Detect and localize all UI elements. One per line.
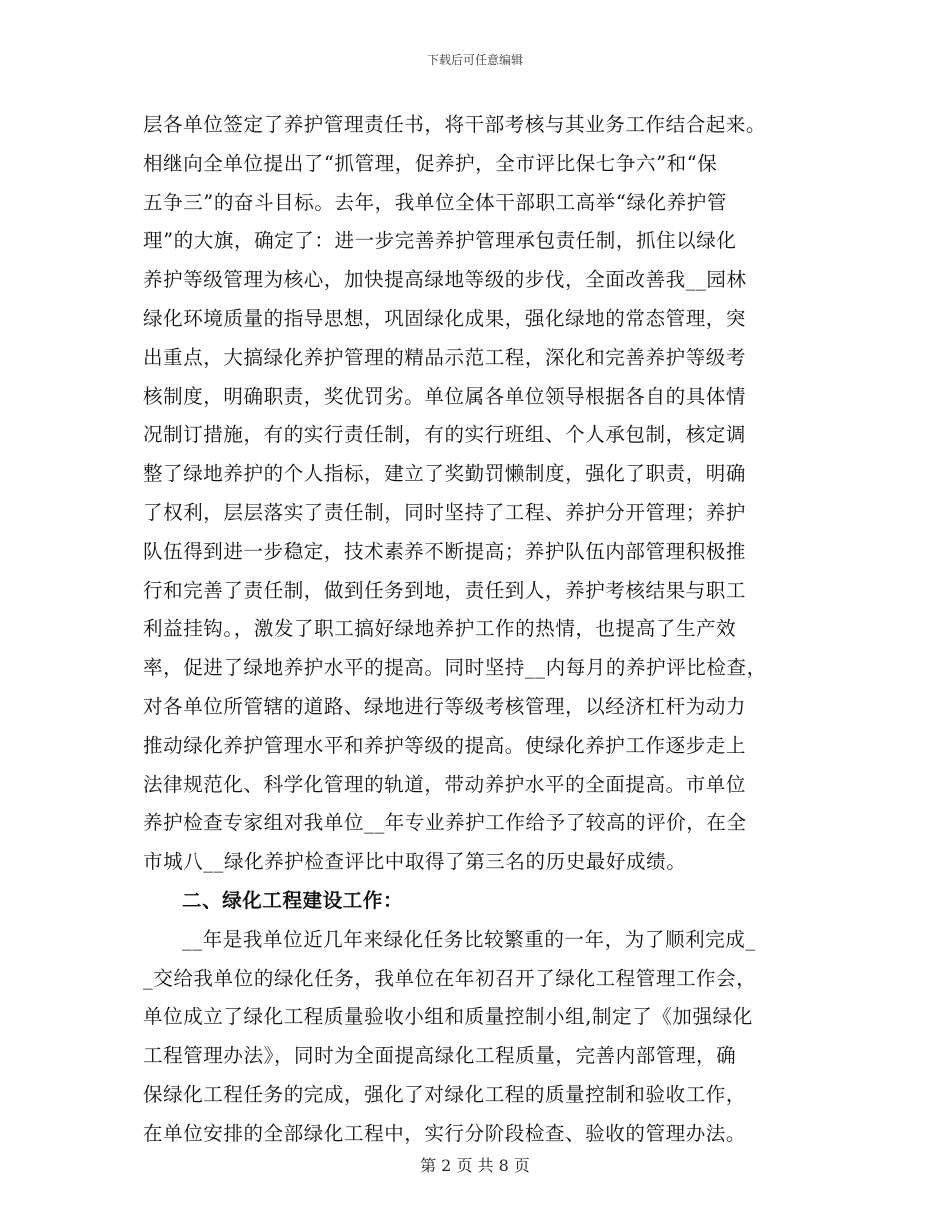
- section-heading: 二、绿化工程建设工作：: [182, 888, 404, 912]
- body-line: 层各单位签定了养护管理责任书，将干部考核与其业务工作结合起来。: [143, 113, 767, 136]
- section-paragraph-line: _交给我单位的绿化任务，我单位在年初召开了绿化工程管理工作会，: [143, 966, 757, 990]
- body-line: 养护检查专家组对我单位__年专业养护工作给予了较高的评价，在全: [143, 811, 747, 835]
- body-line: 绿化环境质量的指导思想，巩固绿化成果，强化绿地的常态管理，突: [143, 306, 747, 330]
- document-body: [143, 106, 823, 1154]
- body-line: 出重点，大搞绿化养护管理的精品示范工程，深化和完善养护等级考: [143, 345, 747, 369]
- section-paragraph-line: 在单位安排的全部绿化工程中，实行分阶段检查、验收的管理办法。: [143, 1121, 747, 1145]
- section-paragraph-line: 工程管理办法》，同时为全面提高绿化工程质量，完善内部管理，确: [143, 1044, 737, 1068]
- body-line: 市城八__绿化养护检查评比中取得了第三名的历史最好成绩。: [143, 850, 687, 874]
- body-line: 了权利，层层落实了责任制，同时坚持了工程、养护分开管理；养护: [143, 500, 747, 524]
- section-paragraph-line: 保绿化工程任务的完成，强化了对绿化工程的质量控制和验收工作，: [143, 1082, 747, 1106]
- body-line: 核制度，明确职责，奖优罚劣。单位属各单位领导根据各自的具体情: [143, 384, 747, 408]
- body-line: 率，促进了绿地养护水平的提高。同时坚持__内每月的养护评比检查，: [143, 656, 767, 680]
- body-line: 推动绿化养护管理水平和养护等级的提高。使绿化养护工作逐步走上: [143, 733, 747, 757]
- body-line: 五争三”的奋斗目标。去年，我单位全体干部职工高举“绿化养护管: [143, 190, 727, 214]
- body-line: 整了绿地养护的个人指标，建立了奖勤罚懒制度，强化了职责，明确: [143, 462, 747, 486]
- body-line: 行和完善了责任制，做到任务到地，责任到人，养护考核结果与职工: [143, 578, 747, 602]
- page-header: 下载后可任意编辑: [426, 53, 523, 67]
- body-line: 队伍得到进一步稳定，技术素养不断提高；养护队伍内部管理积极推: [143, 539, 747, 563]
- body-line: 养护等级管理为核心，加快提高绿地等级的步伐，全面改善我__园林: [143, 268, 747, 292]
- body-line: 利益挂钩。，激发了职工搞好绿地养护工作的热情，也提高了生产效: [143, 617, 737, 641]
- body-line: 相继向全单位提出了“抓管理，促养护，全市评比保七争六”和“保: [143, 151, 718, 175]
- section-paragraph-line: 单位成立了绿化工程质量验收小组和质量控制小组,制定了《加强绿化: [143, 1005, 753, 1029]
- section-paragraph-line: __年是我单位近几年来绿化任务比较繁重的一年，为了顺利完成_: [182, 927, 756, 951]
- body-line: 法律规范化、科学化管理的轨道，带动养护水平的全面提高。市单位: [143, 772, 747, 796]
- page-number: 第 2 页 共 8 页: [420, 1156, 530, 1175]
- body-line: 对各单位所管辖的道路、绿地进行等级考核管理，以经济杠杆为动力: [143, 694, 747, 718]
- body-line: 况制订措施，有的实行责任制，有的实行班组、个人承包制，核定调: [143, 423, 747, 447]
- body-line: 理”的大旗，确定了：进一步完善养护管理承包责任制，抓住以绿化: [143, 229, 737, 253]
